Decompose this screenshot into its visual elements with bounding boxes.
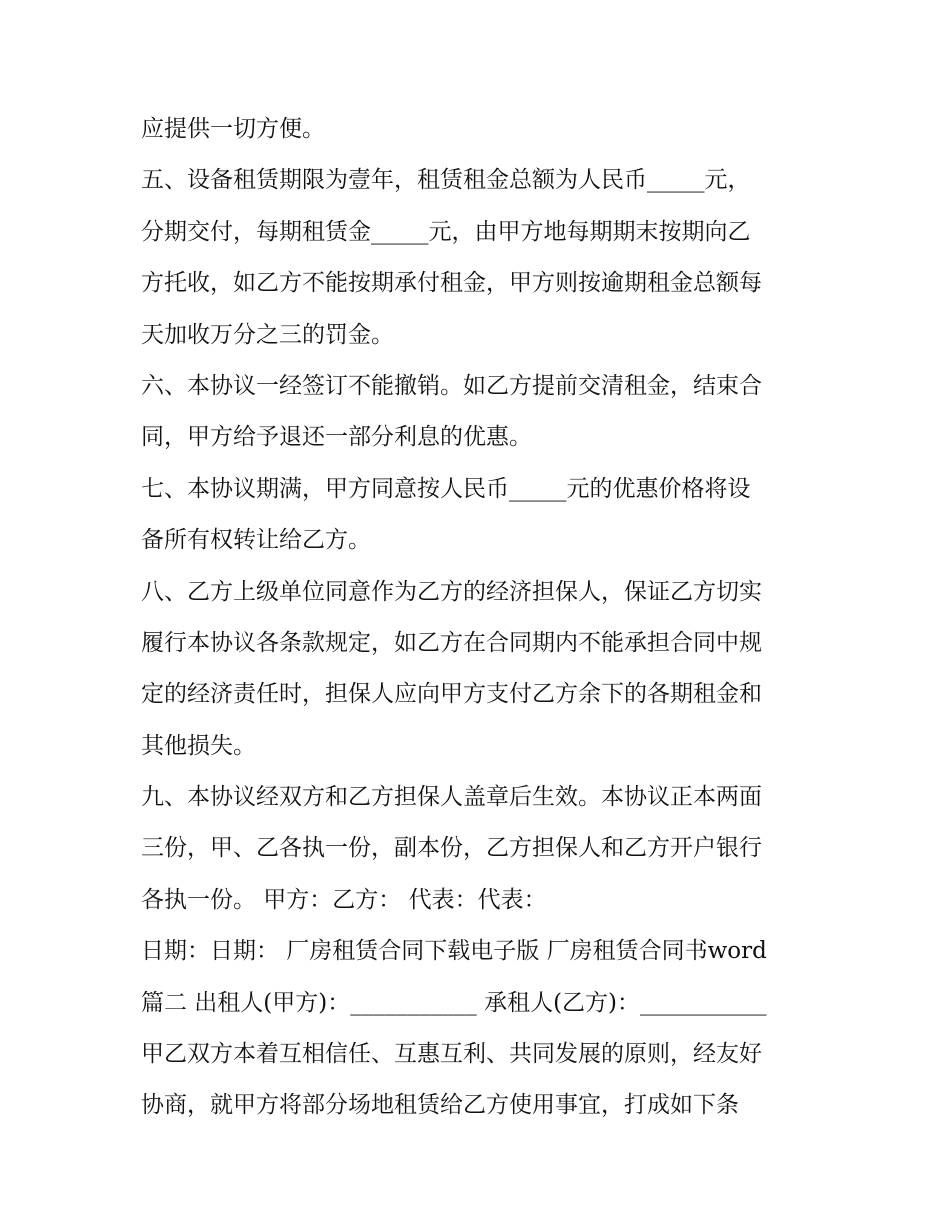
text-line: 履行本协议各条款规定，如乙方在合同期内不能承担合同中规 [141,629,762,656]
document-body [141,104,821,1132]
text-line: 分期交付，每期租赁金_____元，由甲方地每期期末按期向乙 [141,218,751,245]
text-line: 日期：日期： 厂房租赁合同下载电子版 厂房租赁合同书word [141,938,767,965]
text-line: 各执一份。 甲方：乙方： 代表：代表： [141,886,547,913]
text-line: 三份，甲、乙各执一份，副本份，乙方担保人和乙方开户银行 [141,835,762,862]
text-line: 定的经济责任时，担保人应向甲方支付乙方余下的各期租金和 [141,681,762,708]
text-line: 九、本协议经双方和乙方担保人盖章后生效。本协议正本两面 [141,784,762,811]
text-line: 协商，就甲方将部分场地租赁给乙方使用事宜，打成如下条 [141,1092,739,1119]
text-line: 天加收万分之三的罚金。 [141,321,394,348]
text-line: 五、设备租赁期限为壹年，租赁租金总额为人民币_____元， [141,167,751,194]
text-line: 应提供一切方便。 [141,116,325,142]
text-line: 备所有权转让给乙方。 [141,527,371,554]
text-line: 甲乙双方本着互相信任、互惠互利、共同发展的原则，经友好 [141,1041,762,1068]
text-line: 其他损失。 [141,732,256,759]
text-line: 八、乙方上级单位同意作为乙方的经济担保人，保证乙方切实 [141,578,762,605]
text-line: 同，甲方给予退还一部分利息的优惠。 [141,424,532,451]
text-line: 六、本协议一经签订不能撤销。如乙方提前交清租金，结束合 [141,372,762,399]
text-line: 篇二 出租人(甲方)：___________ 承租人(乙方)：___________ [141,989,767,1016]
text-line: 七、本协议期满，甲方同意按人民币_____元的优惠价格将设 [141,475,751,502]
text-line: 方托收，如乙方不能按期承付租金，甲方则按逾期租金总额每 [141,270,762,297]
